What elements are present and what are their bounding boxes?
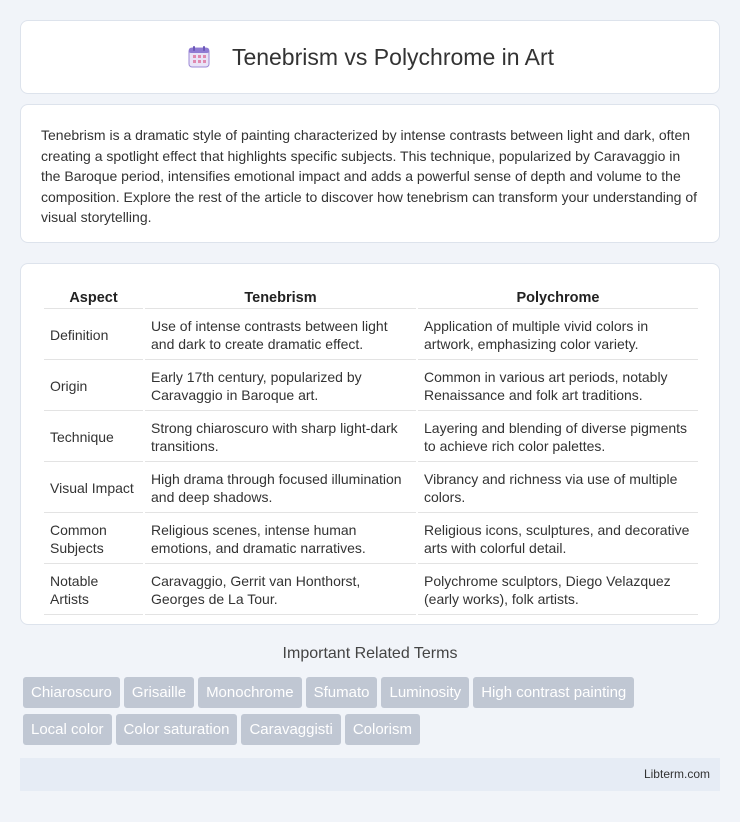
header-card: [20, 20, 720, 94]
row-polychrome: Vibrancy and richness via use of multiple colors.: [418, 464, 698, 513]
row-tenebrism: Strong chiaroscuro with sharp light-dark transitions.: [145, 413, 416, 462]
related-term-tag[interactable]: High contrast painting: [473, 677, 634, 708]
related-term-tag[interactable]: Chiaroscuro: [23, 677, 120, 708]
table-row: [44, 515, 698, 564]
table-row: [44, 362, 698, 411]
row-aspect: Definition: [44, 311, 143, 360]
table-row: [44, 566, 698, 615]
row-tenebrism: High drama through focused illumination and deep shadows.: [145, 464, 416, 513]
table-header-row: [44, 286, 698, 309]
row-polychrome: Religious icons, sculptures, and decorative arts with colorful detail.: [418, 515, 698, 564]
row-aspect: Common Subjects: [44, 515, 143, 564]
related-term-tag[interactable]: Grisaille: [124, 677, 194, 708]
related-terms-title: Important Related Terms: [282, 645, 458, 662]
table-row: [44, 311, 698, 360]
row-polychrome: Application of multiple vivid colors in artwork, emphasizing color variety.: [418, 311, 698, 360]
related-term-tag[interactable]: Sfumato: [306, 677, 378, 708]
page-title: Tenebrism vs Polychrome in Art: [231, 43, 555, 70]
related-term-tag[interactable]: Caravaggisti: [241, 714, 340, 745]
header-polychrome: Polychrome: [418, 286, 698, 309]
row-polychrome: Polychrome sculptors, Diego Velazquez (early works), folk artists.: [418, 566, 698, 615]
intro-text: Tenebrism is a dramatic style of painting characterized by intense contrasts between light and dark, often creating a spotlight effect that highlights specific subjects. This technique, popularized by Caravaggio in the Baroque period, intensifies emotional impact and adds a powerful sense of depth and volume to the composition. Explore the rest of the article to discover how tenebrism can transform your understanding of visual storytelling.: [41, 127, 697, 225]
related-term-tag[interactable]: Monochrome: [198, 677, 302, 708]
header-tenebrism: Tenebrism: [145, 286, 416, 309]
footer-link[interactable]: Libterm.com: [643, 767, 710, 781]
comparison-table: [42, 284, 700, 617]
table-row: [44, 464, 698, 513]
row-tenebrism: Early 17th century, popularized by Caravaggio in Baroque art.: [145, 362, 416, 411]
calendar-grid-icon: [186, 44, 212, 70]
related-terms-list: [23, 677, 723, 751]
row-tenebrism: Religious scenes, intense human emotions, and dramatic narratives.: [145, 515, 416, 564]
footer: [20, 758, 720, 791]
row-polychrome: Common in various art periods, notably Renaissance and folk art traditions.: [418, 362, 698, 411]
table-row: [44, 413, 698, 462]
intro-card: [20, 104, 720, 243]
row-aspect: Technique: [44, 413, 143, 462]
header-aspect: Aspect: [44, 286, 143, 309]
related-term-tag[interactable]: Color saturation: [116, 714, 238, 745]
related-term-tag[interactable]: Colorism: [345, 714, 420, 745]
related-term-tag[interactable]: Luminosity: [381, 677, 469, 708]
row-tenebrism: Caravaggio, Gerrit van Honthorst, Georges de La Tour.: [145, 566, 416, 615]
row-aspect: Notable Artists: [44, 566, 143, 615]
comparison-table-card: [20, 263, 720, 625]
related-term-tag[interactable]: Local color: [23, 714, 112, 745]
row-polychrome: Layering and blending of diverse pigments to achieve rich color palettes.: [418, 413, 698, 462]
row-tenebrism: Use of intense contrasts between light and dark to create dramatic effect.: [145, 311, 416, 360]
row-aspect: Origin: [44, 362, 143, 411]
row-aspect: Visual Impact: [44, 464, 143, 513]
